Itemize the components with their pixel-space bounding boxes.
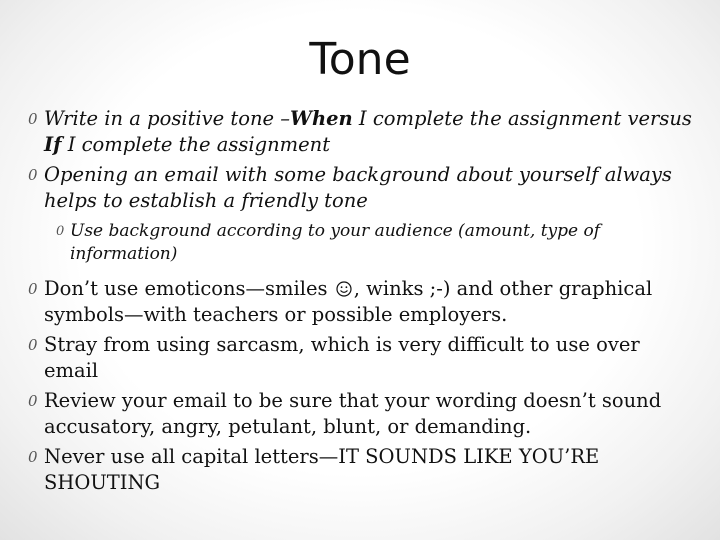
bullet-marker: 0 <box>28 392 38 410</box>
bullet-marker: 0 <box>28 166 38 184</box>
bullet-item-emoticons: 0 Don’t use emoticons—smiles , winks ;-) and other graphical symbols—with teachers or possible employers. <box>28 277 653 326</box>
slide-title: Tone <box>309 34 411 85</box>
bullet-item-positive-tone: 0 Write in a positive tone –When I complete the assignment versus If I complete the assignment <box>28 107 692 156</box>
bullet-item-review-email: 0 Review your email to be sure that your wording doesn’t sound accusatory, angry, petulant, blunt, or demanding. <box>28 389 662 438</box>
bullet-marker: 0 <box>28 110 38 128</box>
bullet-item-sarcasm: 0 Stray from using sarcasm, which is very difficult to use over email <box>28 333 640 382</box>
bullet-item-opening-email: 0 Opening an email with some background about yourself always helps to establish a friendly tone <box>28 163 672 212</box>
bullet-marker: 0 <box>28 336 38 354</box>
bullet-item-capital-letters: 0 Never use all capital letters—IT SOUNDS LIKE YOU’RE SHOUTING <box>28 445 600 494</box>
sub-bullet-background: 0 Use background according to your audience (amount, type of information) <box>56 221 601 264</box>
bullet-marker: 0 <box>28 448 38 466</box>
slide-body <box>28 106 698 500</box>
bullet-marker: 0 <box>56 224 65 239</box>
smiley-face-icon <box>336 281 352 297</box>
bullet-marker: 0 <box>28 280 38 298</box>
